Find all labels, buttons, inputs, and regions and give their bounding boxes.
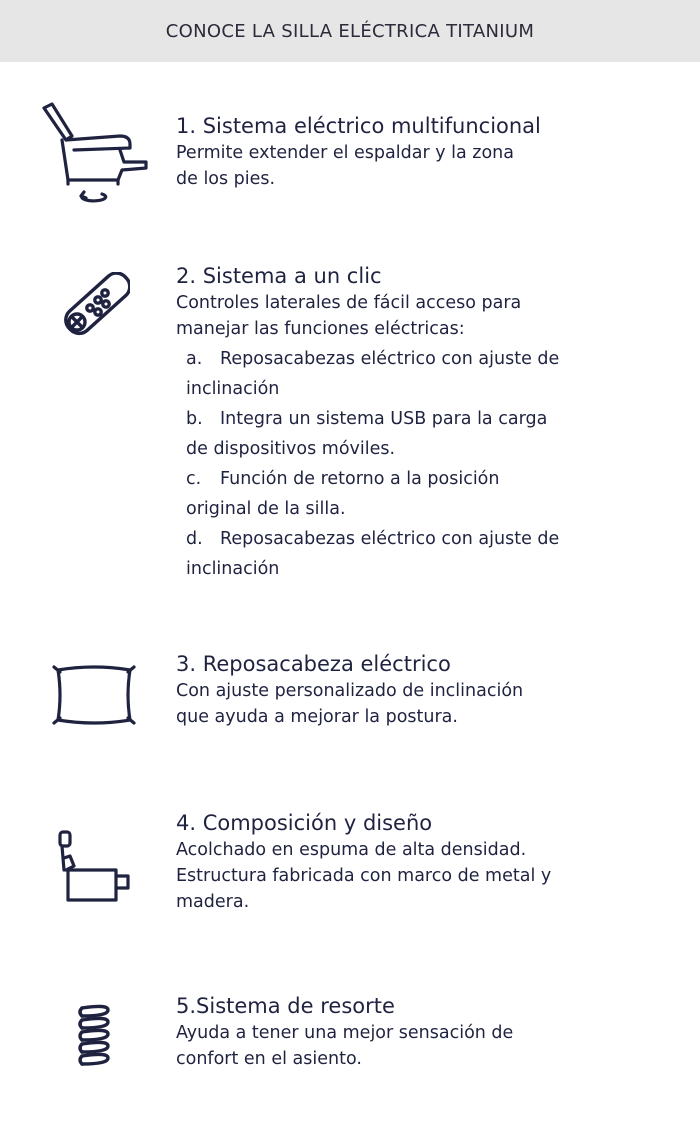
- sub-item-text: Reposacabezas eléctrico con ajuste de: [220, 529, 560, 549]
- feature-desc-line: manejar las funciones eléctricas:: [176, 319, 465, 339]
- feature-desc-line: Con ajuste personalizado de inclinación: [176, 681, 524, 701]
- sub-item-c: [186, 464, 666, 494]
- page-header: [0, 0, 700, 62]
- pillow-icon: [52, 664, 136, 726]
- remote-control-icon: [58, 272, 130, 344]
- sub-item-text: Integra un sistema USB para la carga: [220, 409, 548, 429]
- sub-item-text: original de la silla.: [186, 499, 346, 519]
- feature-title: 1. Sistema eléctrico multifuncional: [176, 114, 541, 138]
- armchair-icon: [54, 828, 134, 904]
- feature-desc-line: que ayuda a mejorar la postura.: [176, 707, 458, 727]
- sub-item-text: Función de retorno a la posición: [220, 469, 500, 489]
- sub-item-a: [186, 344, 666, 374]
- feature-desc-line: Acolchado en espuma de alta densidad.: [176, 840, 527, 860]
- recliner-rotate-icon: [38, 100, 150, 206]
- sub-item-letter: c.: [186, 469, 202, 489]
- feature-desc-line: de los pies.: [176, 169, 276, 189]
- feature-desc-line: Ayuda a tener una mejor sensación de: [176, 1023, 514, 1043]
- feature-title: 4. Composición y diseño: [176, 811, 433, 835]
- sub-item-text: de dispositivos móviles.: [186, 439, 396, 459]
- feature-title: 2. Sistema a un clic: [176, 264, 382, 288]
- feature-title: 3. Reposacabeza eléctrico: [176, 652, 451, 676]
- sub-item-d: [186, 524, 666, 554]
- sub-item-letter: a.: [186, 349, 203, 369]
- feature-desc-line: madera.: [176, 892, 250, 912]
- sub-item-text: Reposacabezas eléctrico con ajuste de: [220, 349, 560, 369]
- spring-icon: [78, 1004, 112, 1066]
- feature-desc-line: confort en el asiento.: [176, 1049, 362, 1069]
- page-title: CONOCE LA SILLA ELÉCTRICA TITANIUM: [165, 20, 535, 42]
- sub-item-letter: b.: [186, 409, 203, 429]
- sub-item-text: inclinación: [186, 379, 280, 399]
- sub-item-letter: d.: [186, 529, 203, 549]
- feature-title: 5.Sistema de resorte: [176, 994, 395, 1018]
- feature-desc-line: Permite extender el espaldar y la zona: [176, 143, 514, 163]
- sub-item-text: inclinación: [186, 559, 280, 579]
- sub-item-b: [186, 404, 666, 434]
- feature-desc-line: Controles laterales de fácil acceso para: [176, 293, 522, 313]
- feature-desc-line: Estructura fabricada con marco de metal y: [176, 866, 552, 886]
